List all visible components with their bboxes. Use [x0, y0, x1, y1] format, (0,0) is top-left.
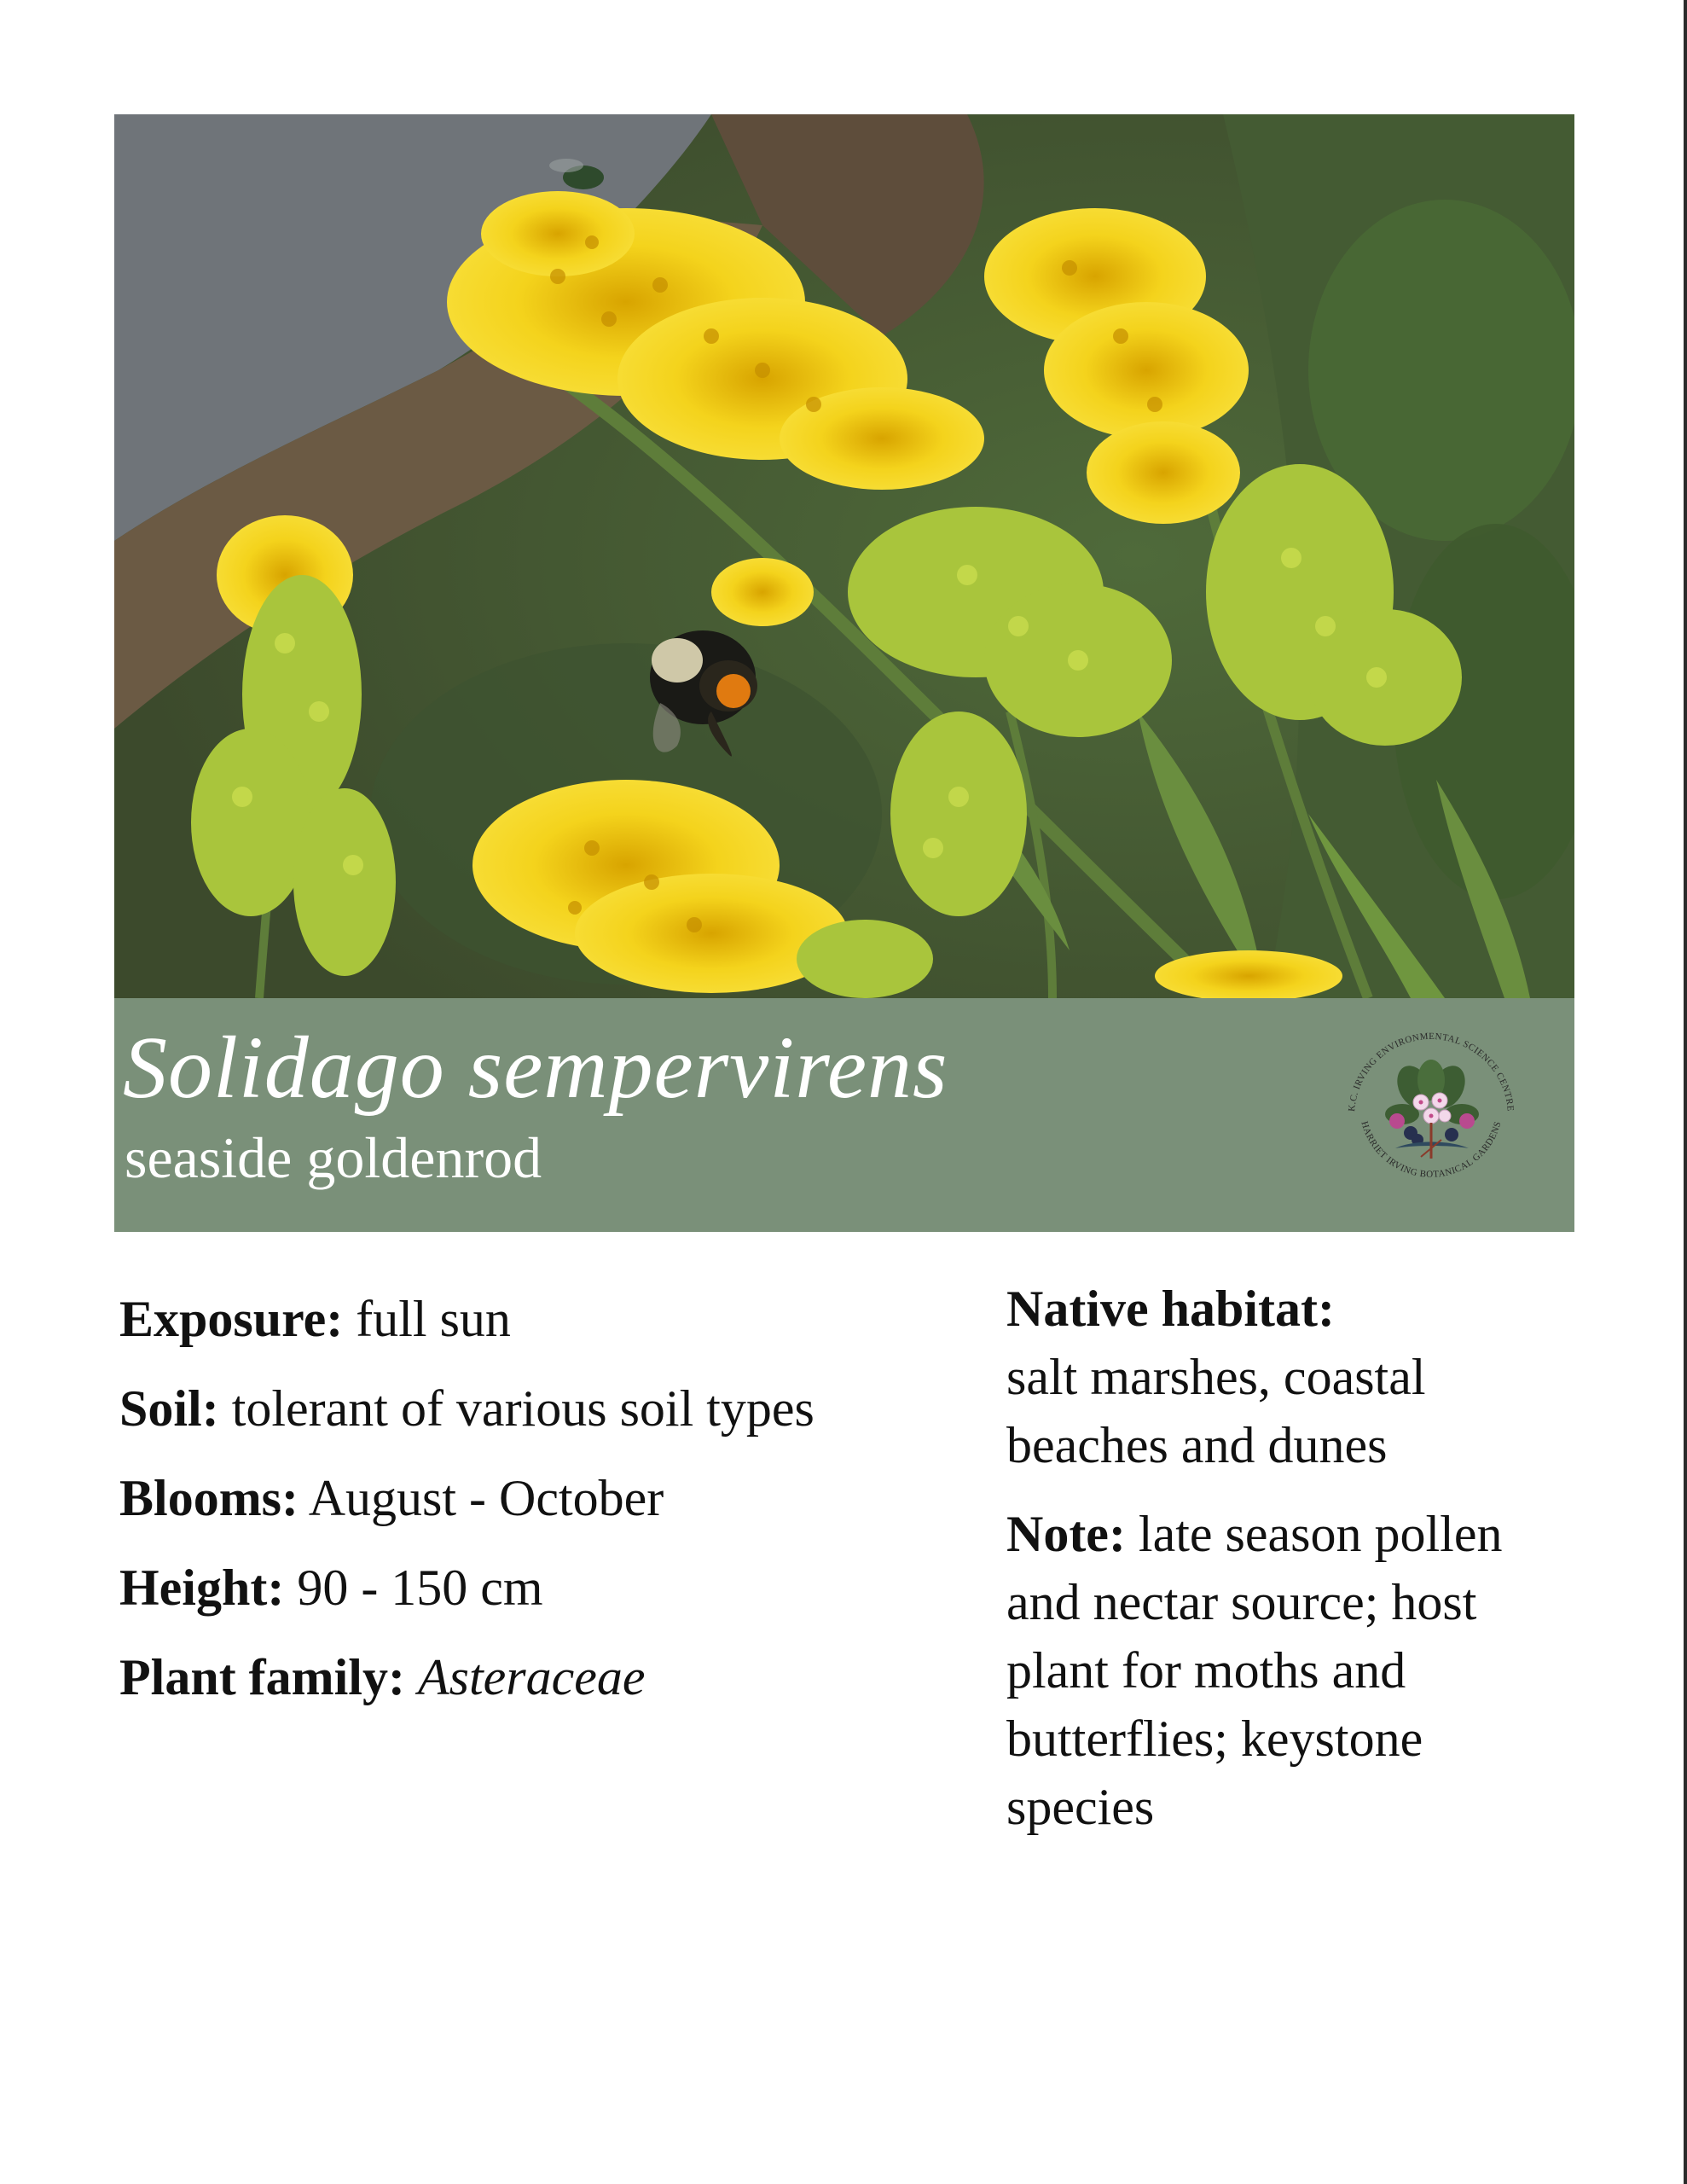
fact-value: full sun	[356, 1291, 511, 1347]
fact-label: Blooms:	[119, 1470, 299, 1526]
botanical-garden-seal-icon	[1336, 1020, 1527, 1211]
fact-soil	[119, 1364, 972, 1454]
plant-facts	[119, 1275, 972, 1722]
fact-value: Asteraceae	[417, 1649, 646, 1705]
fact-blooms	[119, 1454, 972, 1543]
fact-value: 90 - 150 cm	[297, 1560, 543, 1616]
common-name: seaside goldenrod	[125, 1125, 542, 1190]
fact-height	[119, 1543, 972, 1633]
flower-photo	[114, 114, 1574, 998]
seal-ring-text-top: K.C. IRVING ENVIRONMENTAL SCIENCE CENTRE	[1347, 1031, 1516, 1112]
title-banner	[114, 998, 1574, 1232]
note-value: late season pollen and nectar source; host plant for moths and butterflies; keystone species	[1006, 1506, 1503, 1835]
fact-label: Plant family:	[119, 1649, 405, 1705]
fact-value: tolerant of various soil types	[231, 1380, 815, 1437]
note-label: Note:	[1006, 1506, 1126, 1562]
native-habitat	[1006, 1275, 1552, 1479]
fact-label: Height:	[119, 1560, 285, 1616]
fact-label: Exposure:	[119, 1291, 344, 1347]
plant-notes	[1006, 1275, 1552, 1862]
habitat-value: salt marshes, coastal beaches and dunes	[1006, 1349, 1426, 1473]
habitat-label: Native habitat:	[1006, 1281, 1335, 1337]
fact-value: August - October	[308, 1470, 664, 1526]
fact-exposure	[119, 1275, 972, 1364]
fact-plant-family	[119, 1633, 972, 1722]
scientific-name: Solidago sempervirens	[123, 1019, 948, 1117]
page-edge	[1684, 0, 1687, 2184]
goldenrod-with-bumblebee-photo	[114, 114, 1574, 998]
plant-note	[1006, 1500, 1552, 1841]
seal-ring-text-bottom: HARRIET IRVING BOTANICAL GARDENS	[1359, 1119, 1504, 1180]
fact-label: Soil:	[119, 1380, 219, 1437]
